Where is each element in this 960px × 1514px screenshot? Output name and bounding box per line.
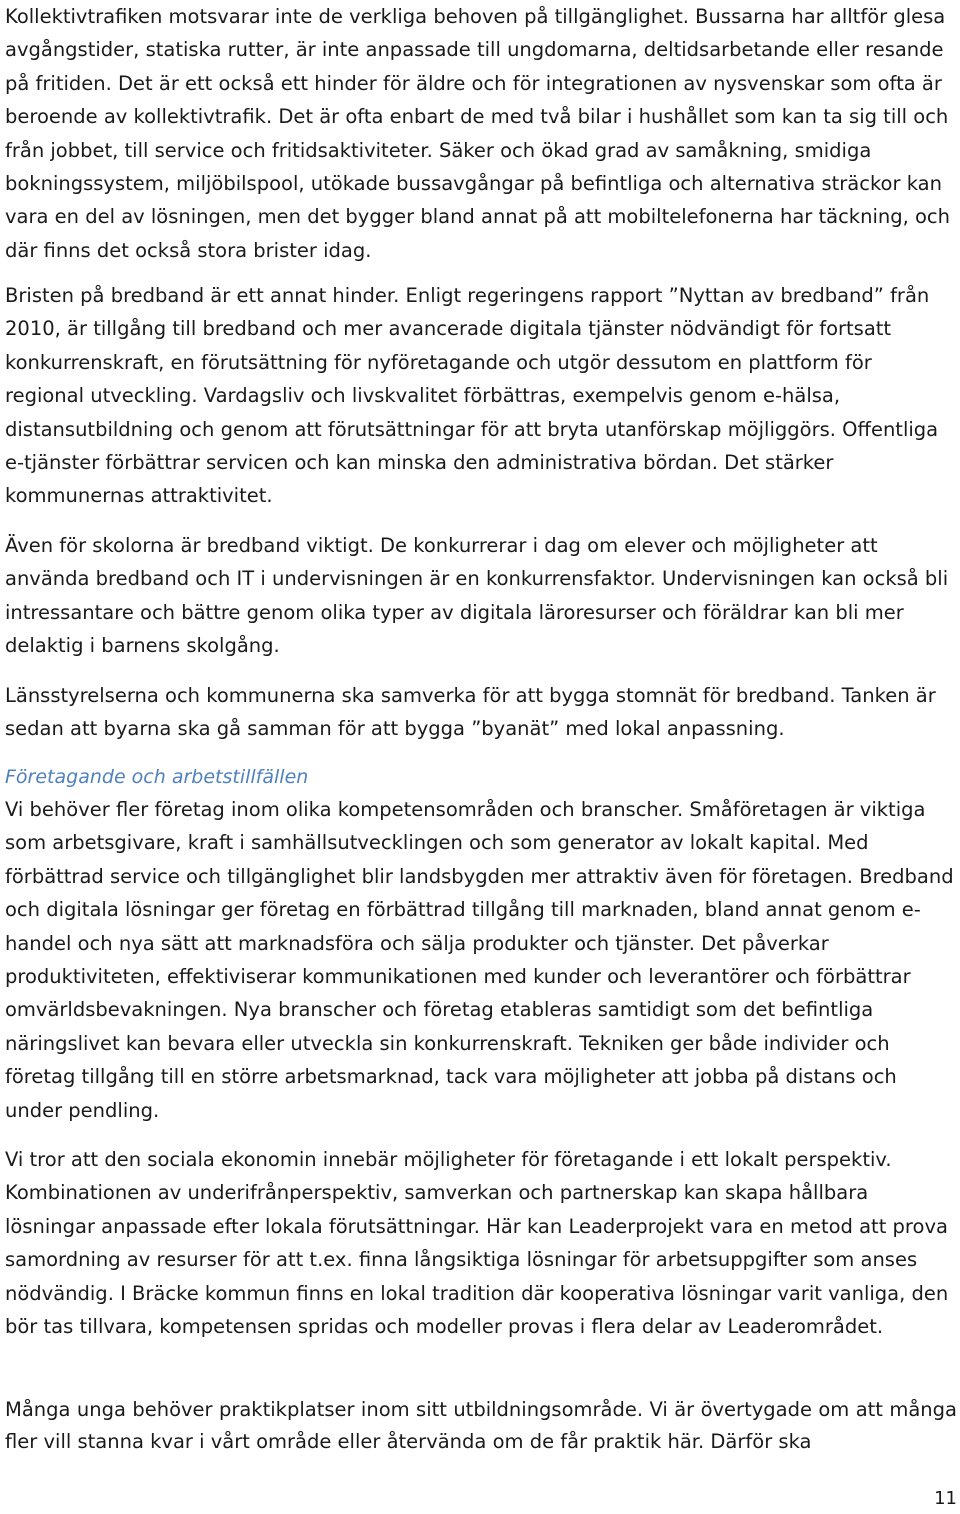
- section-heading: Företagande och arbetstillfällen: [5, 766, 309, 788]
- paragraph-praktik-text: Många unga behöver praktikplatser inom sitt utbildningsområde. Vi är övertygade om att många fler vill stanna kvar i vårt område eller återvända om de får praktik här. Därför ska: [5, 1398, 957, 1453]
- paragraph-stomnat: [5, 679, 957, 746]
- paragraph-skolor: [5, 529, 957, 663]
- paragraph-skolor-text: Även för skolorna är bredband viktigt. De konkurrerar i dag om elever och möjligheter att använda bredband och IT i undervisningen är en konkurrensfaktor. Undervisningen kan också bli intressantare och bättre genom olika typer av digitala läroresurser och föräldrar kan bli mer delaktig i barnens skolgång.: [5, 534, 949, 658]
- paragraph-foretag-text: Vi behöver fler företag inom olika kompetensområden och branscher. Småföretagen är viktiga som arbetsgivare, kraft i samhällsutvecklingen och som generator av lokalt kapital. Med förbättrad service och tillgänglighet blir landsbygden mer attraktiv även för företagen. Bredband och digitala lösningar ger företag en förbättrad tillgång till marknaden, bland annat genom e-handel och nya sätt att marknadsföra och sälja produkter och tjänster. Det påverkar produktiviteten, effektiviserar kommunikationen med kunder och leverantörer och förbättrar omvärldsbevakningen. Nya branscher och företag etableras samtidigt som det befintliga näringslivet kan bevara eller utveckla sin konkurrenskraft. Tekniken ger både individer och företag tillgång till en större arbetsmarknad, tack vara möjligheter att jobba på distans och under pendling.: [5, 798, 954, 1122]
- paragraph-kollektivtrafik: [5, 0, 957, 267]
- paragraph-bredband: [5, 279, 957, 513]
- paragraph-social-ekonomi-text: Vi tror att den sociala ekonomin innebär möjligheter för företagande i ett lokalt perspektiv. Kombinationen av underifrånperspektiv, samverkan och partnerskap kan skapa hållbara lösningar anpassade efter lokala förutsättningar. Här kan Leaderprojekt vara en metod att prova samordning av resurser för att t.ex. finna långsiktiga lösningar för arbetsuppgifter som anses nödvändig. I Bräcke kommun finns en lokal tradition där kooperativa lösningar varit vanliga, den bör tas tillvara, kompetensen spridas och modeller provas i flera delar av Leaderområdet.: [5, 1148, 949, 1339]
- paragraph-foretag: [5, 793, 957, 1127]
- page-number: 11: [934, 1488, 957, 1509]
- paragraph-stomnat-text: Länsstyrelserna och kommunerna ska samverka för att bygga stomnät för bredband. Tanken är sedan att byarna ska gå samman för att bygga ”byanät” med lokal anpassning.: [5, 684, 936, 741]
- paragraph-kollektivtrafik-text-2: Säker och ökad grad av samåkning, smidiga bokningssystem, miljöbilspool, utökade bussavgångar på befintliga och alternativa sträckor kan vara en del av lösningen, men det bygger bland annat på att mobiltelefonerna har täckning, och där finns det också stora brister idag.: [5, 138, 951, 262]
- paragraph-bredband-text: Bristen på bredband är ett annat hinder. Enligt regeringens rapport ”Nyttan av bredband” från 2010, är tillgång till bredband och mer avancerade digitala tjänster nödvändigt för fortsatt konkurrenskraft, en förutsättning för nyföretagande och utgör dessutom en plattform för regional utveckling. Vardagsliv och livskvalitet förbättras, exempelvis genom e-hälsa, distansutbildning och genom att förutsättningar för att bryta utanförskap möjliggörs. Offentliga e-tjänster förbättrar servicen och kan minska den administrativa bördan. Det stärker kommunernas attraktivitet.: [5, 284, 939, 508]
- paragraph-kollektivtrafik-text-1: Kollektivtrafiken motsvarar inte de verkliga behoven på tillgänglighet. Bussarna har alltför glesa avgångstider, statiska rutter, är inte anpassade till ungdomarna, deltidsarbetande eller resande på fritiden. Det är ett också ett hinder för äldre och för integrationen av nysvenskar som ofta är beroende av kollektivtrafik. Det är ofta enbart de med två bilar i hushållet som kan ta sig till och från jobbet, till service och fritidsaktiviteter.: [5, 5, 949, 162]
- paragraph-praktik: [5, 1394, 957, 1458]
- paragraph-social-ekonomi: [5, 1143, 957, 1343]
